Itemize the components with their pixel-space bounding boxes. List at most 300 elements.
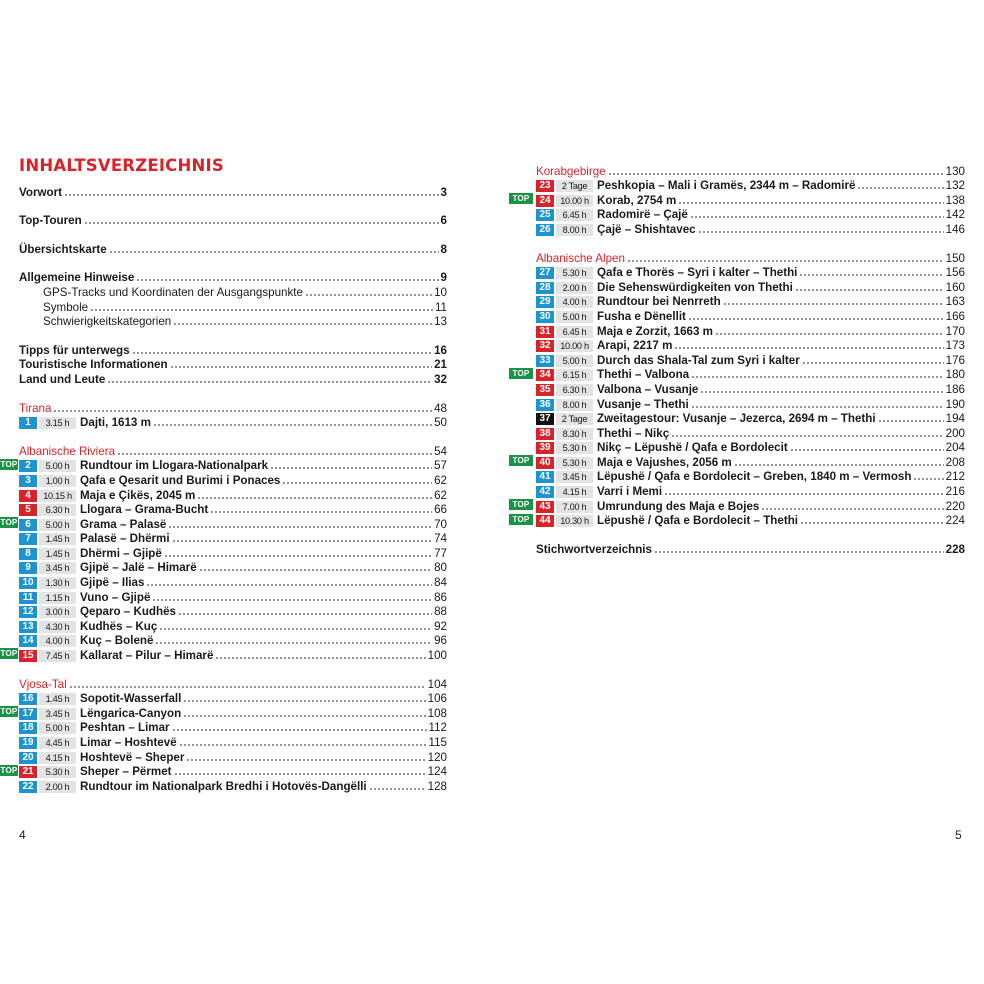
tour-list-korab — [512, 178, 965, 236]
tour-title: Rundtour bei Nenrreth — [597, 295, 721, 309]
tour-duration: 7.45 h — [39, 650, 76, 662]
entry-page: 11 — [434, 300, 447, 314]
tour-entry[interactable] — [536, 308, 965, 323]
tour-entry[interactable] — [536, 207, 965, 222]
leader-dots — [107, 381, 432, 383]
tour-duration: 3.45 h — [39, 562, 76, 574]
tour-title: Vuno – Gjipë — [80, 590, 151, 604]
leader-dots — [369, 788, 426, 790]
region-label: Albanische Riviera — [19, 444, 116, 458]
tour-list-riviera — [0, 458, 447, 663]
leader-dots — [790, 449, 944, 451]
leader-dots — [210, 511, 432, 513]
tour-duration: 5.30 h — [39, 766, 76, 778]
leader-dots — [153, 424, 432, 426]
tour-number-badge: 26 — [536, 224, 554, 236]
tour-duration: 3.45 h — [556, 471, 593, 483]
tour-entry[interactable] — [19, 749, 447, 764]
tour-entry[interactable] — [536, 411, 965, 426]
leader-dots — [688, 318, 944, 320]
leader-dots — [857, 187, 943, 189]
tour-list-vjosa — [0, 691, 447, 793]
tour-title: Dhërmi – Gjipë — [80, 546, 162, 560]
entry-page: 194 — [945, 412, 965, 426]
entry-page: 62 — [434, 473, 447, 487]
tour-entry[interactable] — [0, 647, 447, 663]
tour-entry[interactable] — [19, 618, 447, 633]
tour-title: Kudhës – Kuç — [80, 619, 158, 633]
tour-entry[interactable] — [536, 294, 965, 309]
entry-page: 48 — [434, 401, 447, 415]
tour-duration: 6.15 h — [556, 369, 593, 381]
top-tour-badge: TOP — [0, 649, 18, 659]
tour-duration: 1.45 h — [39, 693, 76, 705]
leader-dots — [168, 526, 432, 528]
tour-title: Thethi – Valbona — [597, 368, 690, 382]
tour-entry[interactable] — [19, 545, 447, 560]
tour-entry[interactable] — [19, 604, 447, 619]
tour-title: Gjipë – Jalë – Himarë — [80, 561, 197, 575]
entry-page: 100 — [427, 649, 447, 663]
leader-dots — [179, 744, 427, 746]
entry-page: 124 — [427, 765, 447, 779]
tour-number-badge: 43 — [536, 501, 554, 513]
tour-title: Lëpushë / Qafa e Bordolecit – Greben, 1840 m – Vermosh — [597, 470, 912, 484]
tour-title: Dajti, 1613 m — [80, 416, 151, 430]
tour-duration: 5.00 h — [39, 722, 76, 734]
tour-number-badge: 36 — [536, 399, 554, 411]
entry-page: 190 — [945, 397, 965, 411]
tour-entry[interactable] — [536, 483, 965, 498]
toc-entry-index[interactable] — [536, 541, 965, 556]
tour-title: Valbona – Vusanje — [597, 382, 699, 396]
tour-duration: 5.00 h — [556, 355, 593, 367]
leader-dots — [305, 294, 432, 296]
tour-entry[interactable] — [536, 440, 965, 455]
tour-entry[interactable] — [0, 705, 447, 720]
entry-page: 220 — [945, 499, 965, 513]
entry-page: 32 — [434, 372, 447, 386]
tour-duration: 2 Tage — [556, 413, 593, 425]
tour-entry[interactable] — [512, 498, 965, 513]
entry-page: 74 — [434, 532, 447, 546]
tour-number-badge: 31 — [536, 326, 554, 338]
leader-dots — [146, 584, 432, 586]
region-label: Albanische Alpen — [536, 251, 625, 265]
tour-number-badge: 6 — [19, 519, 37, 531]
top-tour-badge: TOP — [0, 518, 18, 528]
tour-duration: 1.30 h — [39, 577, 76, 589]
tour-duration: 1.45 h — [39, 533, 76, 545]
tour-duration: 6.45 h — [556, 326, 593, 338]
tour-entry[interactable] — [19, 472, 447, 487]
tour-duration: 5.00 h — [556, 311, 593, 323]
tour-entry[interactable] — [536, 381, 965, 396]
tour-entry[interactable] — [536, 323, 965, 338]
tour-number-badge: 40 — [536, 457, 554, 469]
tour-duration: 10.00 h — [556, 195, 593, 207]
tour-entry[interactable] — [19, 633, 447, 648]
tour-duration: 10.15 h — [39, 490, 76, 502]
entry-label: Land und Leute — [19, 372, 106, 386]
tour-entry[interactable] — [19, 574, 447, 589]
tour-title: Sopotit-Wasserfall — [80, 692, 182, 706]
top-tour-badge: TOP — [509, 455, 533, 466]
entry-label: Übersichtskarte — [19, 242, 107, 256]
tour-number-badge: 33 — [536, 355, 554, 367]
entry-page: 77 — [434, 546, 447, 560]
entry-page: 163 — [945, 295, 965, 309]
tour-number-badge: 39 — [536, 442, 554, 454]
tour-duration: 4.30 h — [39, 621, 76, 633]
tour-number-badge: 10 — [19, 577, 37, 589]
tour-duration: 3.15 h — [39, 417, 76, 429]
tour-number-badge: 1 — [19, 417, 37, 429]
tour-entry[interactable] — [536, 469, 965, 484]
entry-page: 106 — [427, 692, 447, 706]
tour-entry[interactable] — [536, 265, 965, 280]
leader-dots — [197, 497, 432, 499]
tour-title: Zweitagestour: Vusanje – Jezerca, 2694 m – Thethi — [597, 412, 876, 426]
entry-page: 156 — [945, 266, 965, 280]
entry-page: 228 — [945, 542, 965, 556]
toc-entry[interactable] — [19, 270, 447, 285]
tour-entry[interactable] — [19, 778, 447, 793]
entry-page: 108 — [427, 706, 447, 720]
tour-entry[interactable] — [512, 192, 965, 207]
tour-entry[interactable] — [536, 279, 965, 294]
tour-title: Maja e Çikës, 2045 m — [80, 488, 196, 502]
tour-entry[interactable] — [19, 589, 447, 604]
tour-title: Limar – Hoshtevë — [80, 736, 177, 749]
tour-entry[interactable] — [0, 458, 447, 473]
entry-page: 130 — [945, 164, 965, 178]
entry-label: Stichwortverzeichnis — [536, 542, 652, 556]
entry-page: 16 — [434, 343, 447, 357]
leader-dots — [64, 194, 439, 196]
leader-dots — [671, 435, 944, 437]
entry-page: 66 — [434, 503, 447, 517]
entry-page: 132 — [945, 179, 965, 193]
tour-entry[interactable] — [0, 764, 447, 779]
leader-dots — [913, 478, 943, 480]
entry-label: Schwierigkeitskategorien — [43, 315, 172, 329]
tour-number-badge: 41 — [536, 471, 554, 483]
tour-title: Nikç – Lëpushë / Qafa e Bordolecit — [597, 441, 788, 455]
tour-entry[interactable] — [536, 396, 965, 411]
tour-duration: 1.45 h — [39, 548, 76, 560]
entry-page: 86 — [434, 590, 447, 604]
leader-dots — [690, 216, 944, 218]
tour-entry[interactable] — [536, 178, 965, 193]
tour-duration: 2 Tage — [556, 180, 593, 192]
toc-entry[interactable] — [19, 184, 447, 199]
entry-page: 54 — [434, 444, 447, 458]
page-title: INHALTSVERZEICHNIS — [19, 156, 224, 175]
leader-dots — [654, 551, 944, 553]
region-heading-riviera[interactable] — [19, 443, 447, 458]
top-tour-badge: TOP — [0, 765, 18, 775]
tour-title: Arapi, 2217 m — [597, 339, 673, 353]
tour-duration: 5.30 h — [556, 457, 593, 469]
entry-page: 138 — [945, 193, 965, 207]
tour-number-badge: 30 — [536, 311, 554, 323]
tour-number-badge: 7 — [19, 533, 37, 545]
tour-title: Hoshtevë – Sheper — [80, 750, 185, 764]
region-heading-tirana[interactable] — [19, 400, 447, 415]
region-heading-korab[interactable] — [536, 163, 965, 178]
tour-entry[interactable] — [536, 338, 965, 353]
tour-entry[interactable] — [19, 502, 447, 517]
tour-title: Rundtour im Nationalpark Bredhi i Hotovës-Dangëlli — [80, 779, 367, 793]
tour-duration: 5.00 h — [39, 519, 76, 531]
toc-subentry[interactable] — [19, 314, 447, 329]
top-tour-badge: TOP — [0, 707, 18, 717]
tour-title: Llogara – Grama-Bucht — [80, 503, 209, 517]
tour-title: Kuç – Bolenë — [80, 634, 154, 648]
leader-dots — [678, 202, 943, 204]
tour-number-badge: 22 — [19, 781, 37, 793]
tour-entry[interactable] — [19, 720, 447, 735]
entry-page: 9 — [440, 271, 447, 285]
tour-number-badge: 23 — [536, 180, 554, 192]
tour-duration: 4.00 h — [39, 635, 76, 647]
top-tour-badge: TOP — [509, 499, 533, 510]
leader-dots — [164, 555, 432, 557]
entry-page: 128 — [427, 779, 447, 793]
leader-dots — [109, 251, 439, 253]
tour-duration: 5.00 h — [39, 460, 76, 472]
leader-dots — [132, 352, 433, 354]
leader-dots — [90, 309, 433, 311]
leader-dots — [215, 657, 425, 659]
tour-duration: 4.15 h — [39, 752, 76, 764]
toc-right-column — [512, 163, 965, 556]
tour-title: Gjipë – Ilias — [80, 576, 145, 590]
leader-dots — [183, 700, 425, 702]
leader-dots — [84, 222, 439, 224]
leader-dots — [117, 453, 432, 455]
region-heading-alpen[interactable] — [536, 250, 965, 265]
tour-title: Lëpushë / Qafa e Bordolecit – Thethi — [597, 514, 798, 528]
toc-entry[interactable] — [19, 241, 447, 256]
tour-entry[interactable] — [19, 531, 447, 546]
toc-entry[interactable] — [19, 213, 447, 228]
tour-entry[interactable] — [0, 516, 447, 531]
tour-duration: 3.45 h — [39, 708, 76, 720]
tour-duration: 8.30 h — [556, 428, 593, 440]
tour-number-badge: 37 — [536, 413, 554, 425]
tour-duration: 6.30 h — [556, 384, 593, 396]
toc-subentry[interactable] — [19, 284, 447, 299]
tour-number-badge: 12 — [19, 606, 37, 618]
leader-dots — [270, 467, 432, 469]
tour-number-badge: 2 — [19, 460, 37, 472]
leader-dots — [173, 323, 432, 325]
leader-dots — [800, 522, 944, 524]
entry-page: 13 — [434, 315, 447, 329]
tour-number-badge: 5 — [19, 504, 37, 516]
entry-page: 166 — [945, 309, 965, 323]
leader-dots — [186, 759, 425, 761]
entry-page: 150 — [945, 251, 965, 265]
entry-page: 115 — [428, 736, 447, 749]
leader-dots — [152, 599, 432, 601]
entry-page: 176 — [945, 353, 965, 367]
tour-number-badge: 11 — [19, 592, 37, 604]
tour-number-badge: 18 — [19, 722, 37, 734]
entry-page: 88 — [434, 605, 447, 619]
tour-entry[interactable] — [19, 415, 447, 430]
tour-title: Qafa e Qesarit und Burimi i Ponaces — [80, 473, 281, 487]
entry-page: 84 — [434, 576, 447, 590]
tour-entry[interactable] — [19, 560, 447, 575]
tour-title: Umrundung des Maja e Bojes — [597, 499, 760, 513]
tour-title: Rundtour im Llogara-Nationalpark — [80, 459, 269, 473]
tour-duration: 3.00 h — [39, 606, 76, 618]
leader-dots — [723, 303, 944, 305]
leader-dots — [691, 406, 944, 408]
tour-duration: 5.30 h — [556, 267, 593, 279]
tour-title: Varri i Memi — [597, 485, 663, 499]
tour-number-badge: 20 — [19, 752, 37, 764]
tour-entry[interactable] — [536, 425, 965, 440]
entry-page: 80 — [434, 561, 447, 575]
entry-page: 50 — [434, 416, 447, 430]
tour-number-badge: 14 — [19, 635, 37, 647]
leader-dots — [69, 686, 426, 688]
leader-dots — [178, 613, 432, 615]
toc-entry[interactable] — [19, 342, 447, 357]
tour-title: Lëngarica-Canyon — [80, 706, 182, 720]
top-tour-badge: TOP — [509, 514, 533, 525]
tour-duration: 4.45 h — [39, 737, 76, 749]
region-heading-vjosa[interactable] — [19, 676, 447, 691]
tour-title: Peshkopia – Mali i Gramës, 2344 m – Radomirë — [597, 179, 856, 193]
tour-title: Durch das Shala-Tal zum Syri i kalter — [597, 353, 800, 367]
entry-page: 224 — [945, 514, 965, 528]
entry-page: 170 — [945, 324, 965, 338]
leader-dots — [761, 508, 943, 510]
leader-dots — [174, 773, 426, 775]
tour-duration: 6.45 h — [556, 209, 593, 221]
top-tour-badge: TOP — [509, 368, 533, 379]
tour-title: Korab, 2754 m — [597, 193, 677, 207]
entry-page: 92 — [434, 619, 447, 633]
tour-duration: 8.00 h — [556, 399, 593, 411]
leader-dots — [878, 420, 944, 422]
entry-page: 96 — [434, 634, 447, 648]
toc-entry[interactable] — [19, 371, 447, 386]
page-number-right: 5 — [955, 828, 962, 842]
toc-subentry[interactable] — [19, 299, 447, 314]
entry-page: 120 — [427, 750, 447, 764]
tour-number-badge: 24 — [536, 195, 554, 207]
tour-entry[interactable] — [512, 513, 965, 528]
leader-dots — [172, 729, 427, 731]
tour-entry[interactable] — [19, 734, 447, 749]
tour-duration: 2.00 h — [39, 781, 76, 793]
entry-page: 208 — [945, 455, 965, 469]
leader-dots — [172, 540, 433, 542]
entry-page: 142 — [945, 208, 965, 222]
entry-page: 212 — [945, 470, 965, 484]
leader-dots — [136, 279, 438, 281]
tour-number-badge: 3 — [19, 475, 37, 487]
tour-duration: 5.30 h — [556, 442, 593, 454]
leader-dots — [199, 569, 432, 571]
tour-duration: 2.00 h — [556, 282, 593, 294]
entry-label: Top-Touren — [19, 214, 82, 228]
entry-label: Allgemeine Hinweise — [19, 271, 135, 285]
leader-dots — [608, 173, 944, 175]
region-label: Korabgebirge — [536, 164, 606, 178]
tour-title: Grama – Palasë — [80, 517, 167, 531]
leader-dots — [155, 642, 432, 644]
leader-dots — [627, 260, 944, 262]
leader-dots — [799, 274, 943, 276]
tour-title: Palasë – Dhërmi — [80, 532, 170, 546]
tour-number-badge: 35 — [536, 384, 554, 396]
entry-page: 173 — [945, 339, 965, 353]
tour-number-badge: 34 — [536, 369, 554, 381]
tour-entry[interactable] — [536, 352, 965, 367]
tour-duration: 4.15 h — [556, 486, 593, 498]
toc-entry[interactable] — [19, 357, 447, 372]
tour-duration: 6.30 h — [39, 504, 76, 516]
leader-dots — [664, 493, 944, 495]
tour-number-badge: 8 — [19, 548, 37, 560]
tour-number-badge: 4 — [19, 490, 37, 502]
tour-entry[interactable] — [19, 487, 447, 502]
entry-label: Vorwort — [19, 185, 62, 199]
tour-entry[interactable] — [512, 454, 965, 469]
entry-page: 3 — [440, 185, 447, 199]
tour-title: Sheper – Përmet — [80, 765, 172, 779]
tour-entry[interactable] — [19, 691, 447, 706]
tour-number-badge: 32 — [536, 340, 554, 352]
tour-number-badge: 38 — [536, 428, 554, 440]
entry-page: 112 — [428, 721, 447, 735]
leader-dots — [159, 628, 432, 630]
tour-entry[interactable] — [536, 221, 965, 236]
entry-page: 200 — [945, 426, 965, 440]
tour-list-alpen — [512, 265, 965, 528]
page-number-left: 4 — [19, 828, 26, 842]
entry-label: GPS-Tracks und Koordinaten der Ausgangspunkte — [43, 285, 303, 299]
leader-dots — [715, 333, 944, 335]
tour-number-badge: 29 — [536, 296, 554, 308]
tour-entry[interactable] — [512, 367, 965, 382]
leader-dots — [795, 289, 944, 291]
leader-dots — [170, 366, 433, 368]
tour-title: Maja e Vajushes, 2056 m — [597, 455, 732, 469]
leader-dots — [691, 376, 944, 378]
tour-number-badge: 9 — [19, 562, 37, 574]
entry-page: 10 — [434, 285, 447, 299]
entry-label: Tipps für unterwegs — [19, 343, 130, 357]
region-label: Tirana — [19, 401, 52, 415]
tour-duration: 1.15 h — [39, 592, 76, 604]
tour-title: Vusanje – Thethi — [597, 397, 689, 411]
tour-number-badge: 28 — [536, 282, 554, 294]
tour-number-badge: 17 — [19, 708, 37, 720]
tour-title: Peshtan – Limar — [80, 721, 170, 735]
entry-page: 104 — [427, 677, 447, 691]
tour-title: Die Sehenswürdigkeiten von Thethi — [597, 280, 793, 294]
region-label: Vjosa-Tal — [19, 677, 67, 691]
tour-number-badge: 27 — [536, 267, 554, 279]
